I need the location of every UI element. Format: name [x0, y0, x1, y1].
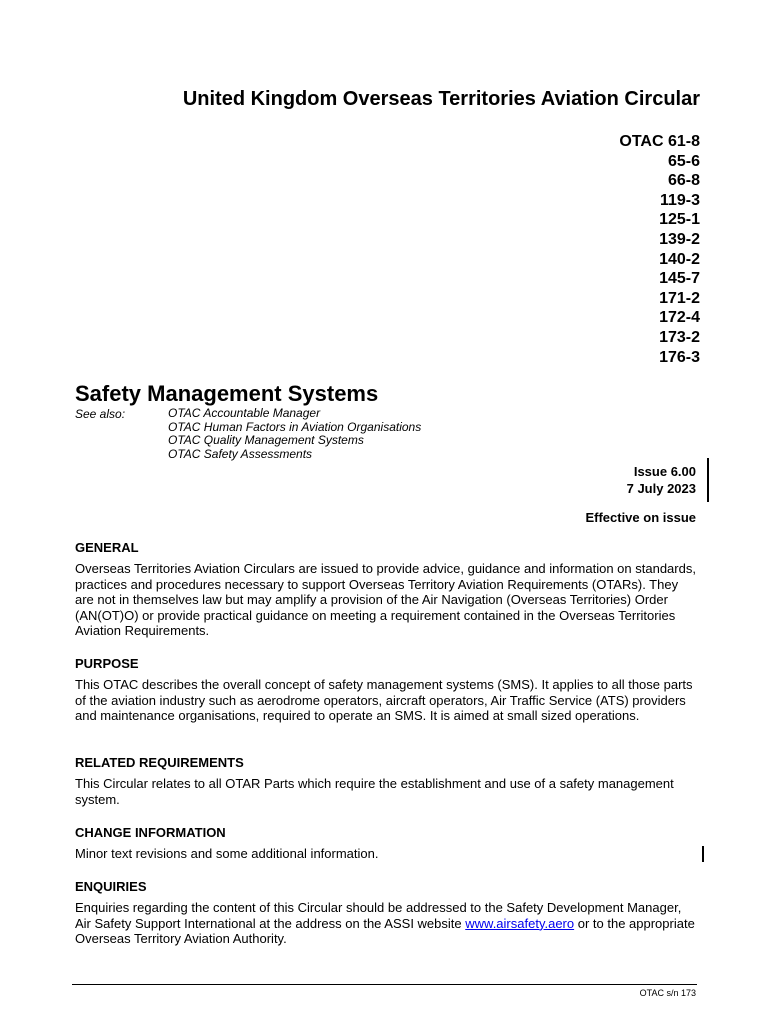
see-also-item: OTAC Accountable Manager — [168, 406, 321, 420]
see-also-item: OTAC Safety Assessments — [168, 446, 313, 461]
otac-number: 176-3 — [659, 348, 700, 366]
section-change-information — [75, 825, 697, 862]
section-related-requirements — [75, 755, 697, 807]
section-purpose — [75, 656, 697, 724]
otac-number: 171-2 — [659, 289, 700, 307]
otac-number: 140-2 — [659, 250, 700, 268]
section-body: This OTAC describes the overall concept of safety management systems (SMS). It applies to all those parts of the aviation industry such as aerodrome operators, aircraft operators, Air Traffic Service (ATS) providers and maintenance organisations, required to operate an SMS. It is aimed at small sized operations. — [75, 677, 693, 723]
section-heading: CHANGE INFORMATION — [75, 825, 226, 840]
footer-serial: OTAC s/n 173 — [639, 988, 696, 998]
section-enquiries — [75, 879, 697, 947]
revision-bar — [702, 846, 704, 862]
section-general — [75, 540, 697, 639]
otac-number: 173-2 — [659, 328, 700, 346]
document-title: Safety Management Systems — [75, 381, 379, 406]
otac-number-list — [619, 132, 700, 367]
section-body — [75, 900, 697, 947]
section-heading: RELATED REQUIREMENTS — [75, 755, 244, 770]
see-also-label: See also: — [75, 407, 126, 421]
section-heading: GENERAL — [75, 540, 139, 555]
section-heading: ENQUIRIES — [75, 879, 147, 894]
enquiries-text: Enquiries regarding the content of this Circular should be addressed to the Safety Development Manager, Air Safety Support International at the address on the ASSI website — [75, 900, 682, 931]
otac-number: 172-4 — [659, 309, 700, 327]
section-heading: PURPOSE — [75, 656, 139, 671]
section-body: Minor text revisions and some additional information. — [75, 846, 379, 861]
issue-date: 7 July 2023 — [626, 481, 696, 496]
see-also-item: OTAC Quality Management Systems — [168, 433, 364, 448]
otac-number: 125-1 — [659, 211, 700, 229]
issue-number: Issue 6.00 — [633, 464, 696, 479]
enquiries-text-end: or to the appropriate Overseas Territory Aviation Authority. — [75, 915, 695, 946]
otac-number: 139-2 — [659, 230, 700, 248]
otac-number: 65-6 — [667, 152, 700, 170]
circular-header-title: United Kingdom Overseas Territories Aviation Circular — [182, 88, 700, 110]
otac-number: 145-7 — [659, 270, 700, 288]
otac-number: OTAC 61-8 — [619, 133, 700, 150]
see-also-item: OTAC Human Factors in Aviation Organisations — [168, 419, 422, 434]
footer-divider — [72, 984, 697, 985]
otac-number: 66-8 — [667, 172, 700, 190]
section-body: This Circular relates to all OTAR Parts which require the establishment and use of a safety management system. — [75, 776, 674, 807]
otac-number: 119-3 — [659, 191, 700, 209]
see-also-list — [168, 407, 421, 461]
issue-block — [627, 463, 696, 497]
section-body: Overseas Territories Aviation Circulars are issued to provide advice, guidance and information on standards, practices and procedures necessary to support Overseas Territory Aviation Requirements (OTARs). They are not in themselves law but may amplify a provision of the Air Navigation (Overseas Territories) Order (AN(OT)O) or provide practical guidance on meeting a requirement contained in the Overseas Territories Aviation Requirements. — [75, 561, 696, 638]
revision-bar — [707, 458, 709, 502]
effective-note: Effective on issue — [585, 510, 696, 525]
assi-website-link[interactable]: www.airsafety.aero — [465, 915, 575, 931]
